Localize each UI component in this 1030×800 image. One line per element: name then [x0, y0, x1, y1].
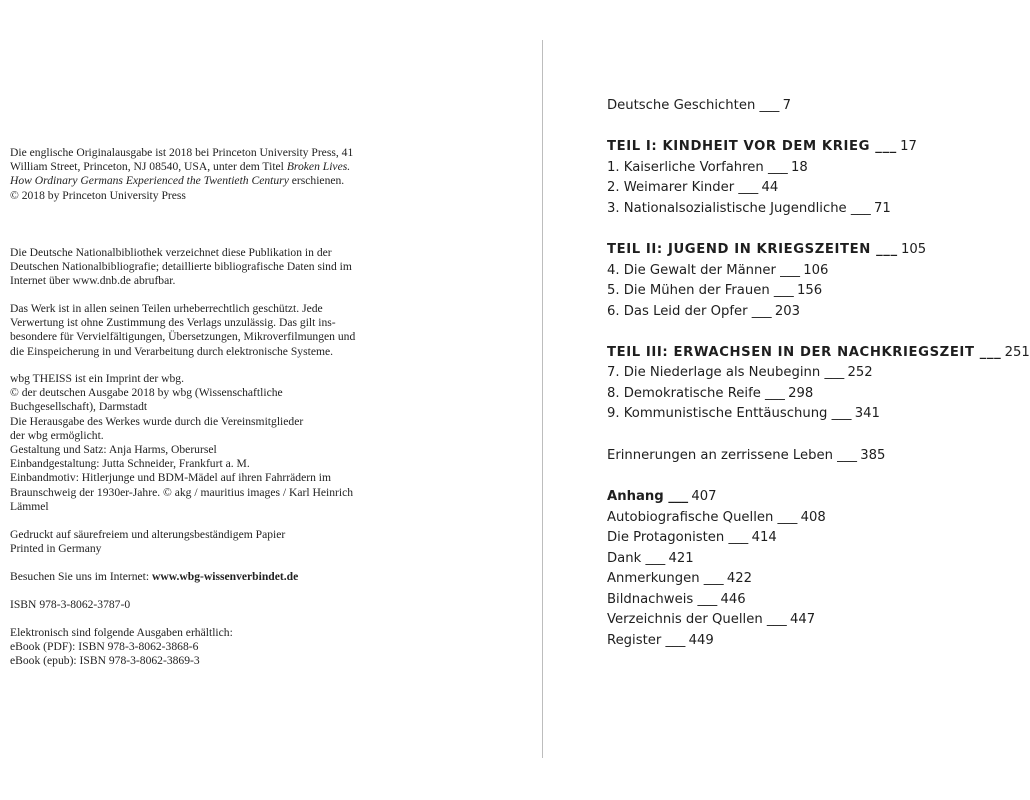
toc-title: 8. Demokratische Reife	[607, 386, 761, 401]
website-notice	[10, 570, 298, 584]
imprint-line: Braunschweig der 1930er-Jahre. © akg / mauritius images / Karl Heinrich	[10, 485, 354, 499]
toc-page-number: 408	[800, 510, 826, 525]
ebook-heading: Elektronisch sind folgende Ausgaben erhältlich:	[10, 626, 233, 639]
toc-leader: ___	[759, 98, 780, 113]
toc-entry-chapter-1[interactable]	[607, 158, 808, 179]
imprint-line: Lämmel	[10, 499, 49, 513]
imprint-credits	[10, 372, 353, 514]
toc-page-number: 449	[688, 633, 714, 648]
toc-entry-bibliography[interactable]	[607, 610, 815, 631]
toc-title: 4. Die Gewalt der Männer	[607, 263, 776, 278]
imprint-line: © der deutschen Ausgabe 2018 by wbg (Wissenschaftliche	[10, 386, 283, 400]
paper-notice	[10, 528, 285, 556]
original-edition-notice	[10, 146, 353, 203]
toc-leader: ___	[824, 365, 845, 380]
toc-leader: ___	[777, 510, 798, 525]
toc-leader: ___	[837, 448, 857, 463]
toc-title: Bildnachweis	[607, 592, 694, 607]
toc-title: 3. Nationalsozialistische Jugendliche	[607, 201, 847, 216]
toc-title: Anhang	[607, 489, 664, 504]
toc-title: Register	[607, 633, 662, 648]
toc-leader: ___	[751, 304, 772, 319]
original-edition-line: How Ordinary Germans Experienced the Twentieth Century erschienen.	[10, 174, 345, 188]
toc-part-title: TEIL I: KINDHEIT VOR DEM KRIEG	[607, 139, 871, 154]
ebook-pdf-isbn: eBook (PDF): ISBN 978-3-8062-3868-6	[10, 640, 199, 654]
toc-title: Deutsche Geschichten	[607, 98, 756, 113]
toc-entry-thanks[interactable]	[607, 549, 694, 570]
toc-page-number: 421	[668, 551, 694, 566]
toc-page-number: 17	[900, 139, 917, 154]
original-title: Broken Lives.	[286, 160, 351, 174]
toc-title: 1. Kaiserliche Vorfahren	[607, 160, 764, 175]
imprint-line: Buchgesellschaft), Darmstadt	[10, 400, 148, 414]
toc-page-number: 422	[726, 571, 753, 586]
toc-leader: ___	[645, 551, 666, 566]
rights-line: besondere für Vervielfältigungen, Übersetzungen, Mikroverfilmungen und	[10, 330, 356, 344]
toc-entry-chapter-2[interactable]	[607, 178, 778, 199]
toc-page-number: 203	[774, 304, 801, 319]
toc-page-number: 407	[691, 489, 717, 504]
toc-page-number: 447	[789, 612, 816, 627]
toc-entry-chapter-5[interactable]	[607, 281, 822, 302]
original-copyright: © 2018 by Princeton University Press	[10, 188, 186, 202]
toc-entry-pictures[interactable]	[607, 590, 746, 611]
page-gutter-divider	[542, 40, 543, 758]
toc-entry-notes[interactable]	[607, 569, 752, 590]
toc-title: 6. Das Leid der Opfer	[607, 304, 748, 319]
toc-entry-memories[interactable]	[607, 446, 885, 467]
imprint-line: Einbandmotiv: Hitlerjunge und BDM-Mädel auf ihren Fahrrädern im	[10, 471, 332, 485]
toc-leader: ___	[765, 386, 785, 401]
toc-page-number: 414	[751, 530, 777, 545]
toc-page-number: 341	[854, 406, 880, 421]
rights-line: Das Werk ist in allen seinen Teilen urheberrechtlich geschützt. Jede	[10, 302, 323, 315]
toc-entry-chapter-8[interactable]	[607, 384, 813, 405]
dnb-notice	[10, 246, 352, 289]
toc-page-number: 106	[803, 263, 829, 278]
toc-page-number: 385	[860, 448, 886, 463]
paper-line: Gedruckt auf säurefreiem und alterungsbeständigem Papier	[10, 528, 286, 541]
toc-page-number: 252	[847, 365, 873, 380]
toc-leader: ___	[979, 345, 1002, 360]
isbn	[10, 598, 130, 612]
toc-leader: ___	[850, 201, 871, 216]
printed-in-line: Printed in Germany	[10, 542, 102, 556]
toc-entry-chapter-4[interactable]	[607, 261, 828, 282]
toc-entry-appendix[interactable]	[607, 487, 717, 508]
dnb-line: Deutschen Nationalbibliografie; detaillierte bibliografische Daten sind im	[10, 260, 352, 274]
toc-leader: ___	[738, 180, 759, 195]
toc-entry-chapter-6[interactable]	[607, 302, 800, 323]
toc-leader: ___	[875, 139, 897, 154]
toc-part-title: TEIL III: ERWACHSEN IN DER NACHKRIEGSZEIT	[607, 345, 975, 360]
website-link[interactable]: www.wbg-wissenverbindet.de	[152, 570, 299, 583]
toc-title: 2. Weimarer Kinder	[607, 180, 735, 195]
toc-page-number: 298	[788, 386, 814, 401]
dnb-line: Internet über www.dnb.de abrufbar.	[10, 274, 176, 288]
toc-entry-protagonists[interactable]	[607, 528, 777, 549]
toc-part-title: TEIL II: JUGEND IN KRIEGSZEITEN	[607, 242, 871, 257]
toc-page-number: 156	[797, 283, 823, 298]
toc-leader: ___	[668, 489, 689, 504]
toc-leader: ___	[767, 160, 788, 175]
toc-title: Erinnerungen an zerrissene Leben	[607, 448, 833, 463]
imprint-line: Die Herausgabe des Werkes wurde durch die Vereinsmitglieder	[10, 414, 304, 428]
toc-title: Dank	[607, 551, 642, 566]
ebook-editions	[10, 626, 233, 669]
isbn-print: ISBN 978-3-8062-3787-0	[10, 598, 131, 611]
toc-page-number: 18	[791, 160, 808, 175]
toc-leader: ___	[766, 612, 787, 627]
toc-leader: ___	[665, 633, 686, 648]
toc-title: 5. Die Mühen der Frauen	[607, 283, 770, 298]
toc-leader: ___	[831, 406, 852, 421]
rights-notice	[10, 302, 355, 359]
website-label: Besuchen Sie uns im Internet:	[10, 570, 152, 583]
toc-title: 9. Kommunistische Enttäuschung	[607, 406, 828, 421]
toc-page-number: 251	[1004, 345, 1030, 360]
toc-leader: ___	[773, 283, 794, 298]
toc-title: Autobiografische Quellen	[607, 510, 774, 525]
toc-leader: ___	[697, 592, 718, 607]
toc-page-number: 7	[782, 98, 791, 113]
original-subtitle: How Ordinary Germans Experienced the Twentieth Century	[10, 174, 289, 188]
original-edition-line: William Street, Princeton, NJ 08540, USA, unter dem Titel Broken Lives.	[10, 160, 351, 174]
toc-leader: ___	[780, 263, 800, 278]
toc-title: Die Protagonisten	[607, 530, 725, 545]
toc-page-number: 71	[873, 201, 891, 216]
toc-part-heading-3[interactable]	[607, 343, 1030, 364]
rights-line: Verwertung ist ohne Zustimmung des Verlags unzulässig. Das gilt ins-	[10, 316, 336, 330]
toc-page-number: 44	[761, 180, 779, 195]
toc-entry-chapter-9[interactable]	[607, 404, 880, 425]
toc-entry-register[interactable]	[607, 631, 714, 652]
original-edition-line: Die englische Originalausgabe ist 2018 bei Princeton University Press, 41	[10, 146, 354, 159]
ebook-epub-isbn: eBook (epub): ISBN 978-3-8062-3869-3	[10, 654, 200, 668]
toc-title: Anmerkungen	[607, 571, 700, 586]
dnb-line: Die Deutsche Nationalbibliothek verzeichnet diese Publikation in der	[10, 246, 332, 259]
toc-page-number: 105	[900, 242, 927, 257]
toc-entry-intro[interactable]	[607, 96, 791, 117]
toc-leader: ___	[876, 242, 898, 257]
imprint-line: Gestaltung und Satz: Anja Harms, Oberursel	[10, 443, 217, 457]
toc-part-heading-2[interactable]	[607, 240, 926, 261]
toc-entry-chapter-3[interactable]	[607, 199, 891, 220]
imprint-line: wbg THEISS ist ein Imprint der wbg.	[10, 372, 185, 385]
toc-title: Verzeichnis der Quellen	[607, 612, 763, 627]
toc-leader: ___	[728, 530, 749, 545]
toc-page-number: 446	[720, 592, 746, 607]
imprint-line: Einbandgestaltung: Jutta Schneider, Frankfurt a. M.	[10, 457, 250, 471]
rights-line: die Einspeicherung in und Verarbeitung durch elektronische Systeme.	[10, 344, 334, 358]
toc-title: 7. Die Niederlage als Neubeginn	[607, 365, 821, 380]
toc-leader: ___	[703, 571, 724, 586]
toc-part-heading-1[interactable]	[607, 137, 917, 158]
imprint-line: der wbg ermöglicht.	[10, 428, 104, 442]
toc-entry-sources[interactable]	[607, 508, 826, 529]
toc-entry-chapter-7[interactable]	[607, 363, 873, 384]
